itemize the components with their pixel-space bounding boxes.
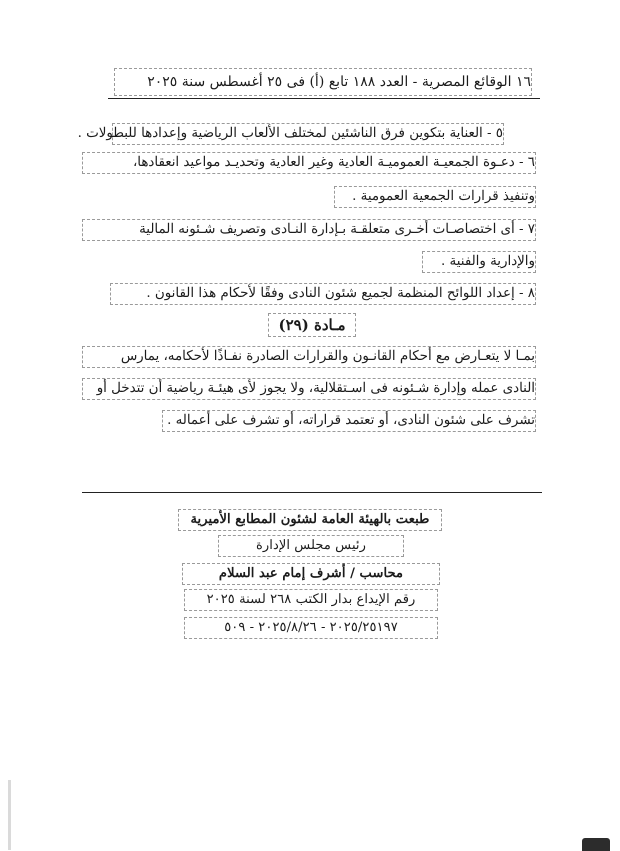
list-item-7: ٧ - أى اختصاصـات أخـرى متعلقـة بـإدارة النـادى وتصريف شـئونه المالية — [82, 219, 536, 241]
list-item-5: ٥ - العناية بتكوين فرق الناشئين لمختلف الألعاب الرياضية وإعدادها للبطولات . — [112, 123, 504, 145]
printed-by: طبعت بالهيئة العامة لشئون المطابع الأميرية — [178, 509, 442, 531]
footer-divider — [82, 492, 542, 493]
chairman-name: محاسب / أشرف إمام عبد السلام — [182, 563, 440, 585]
corner-button[interactable] — [582, 838, 610, 851]
board-title: رئيس مجلس الإدارة — [218, 535, 404, 557]
bottom-bar — [0, 772, 620, 851]
header-divider — [108, 98, 540, 99]
article-line-2: النادى عمله وإدارة شـئونه فى اسـتقلالية، ولا يجوز لأى هيئـة رياضية أن تتدخل أو — [82, 378, 536, 400]
list-item-6: ٦ - دعـوة الجمعيـة العموميـة العادية وغير العادية وتحديـد مواعيد انعقادها، — [82, 152, 536, 174]
list-item-6-continued: وتنفيذ قرارات الجمعية العمومية . — [334, 186, 536, 208]
list-item-7-continued: والإدارية والفنية . — [422, 251, 536, 273]
article-line-1: بمـا لا يتعـارض مع أحكام القانـون والقرارات الصادرة نفـاذًا لأحكامه، يمارس — [82, 346, 536, 368]
article-line-3: تشرف على شئون النادى، أو تعتمد قراراته، أو تشرف على أعماله . — [162, 410, 536, 432]
page-header: ١٦ الوقائع المصرية - العدد ١٨٨ تابع (أ) فى ٢٥ أغسطس سنة ٢٠٢٥ — [114, 68, 532, 96]
article-heading: مـادة (٢٩) — [268, 313, 356, 337]
left-edge-marker — [8, 780, 11, 850]
list-item-8: ٨ - إعداد اللوائح المنظمة لجميع شئون النادى وفقًا لأحكام هذا القانون . — [110, 283, 536, 305]
print-code: ٢٠٢٥/٢٥١٩٧ - ٢٠٢٥/٨/٢٦ - ٥٠٩ — [184, 617, 438, 639]
deposit-number: رقم الإيداع بدار الكتب ٢٦٨ لسنة ٢٠٢٥ — [184, 589, 438, 611]
